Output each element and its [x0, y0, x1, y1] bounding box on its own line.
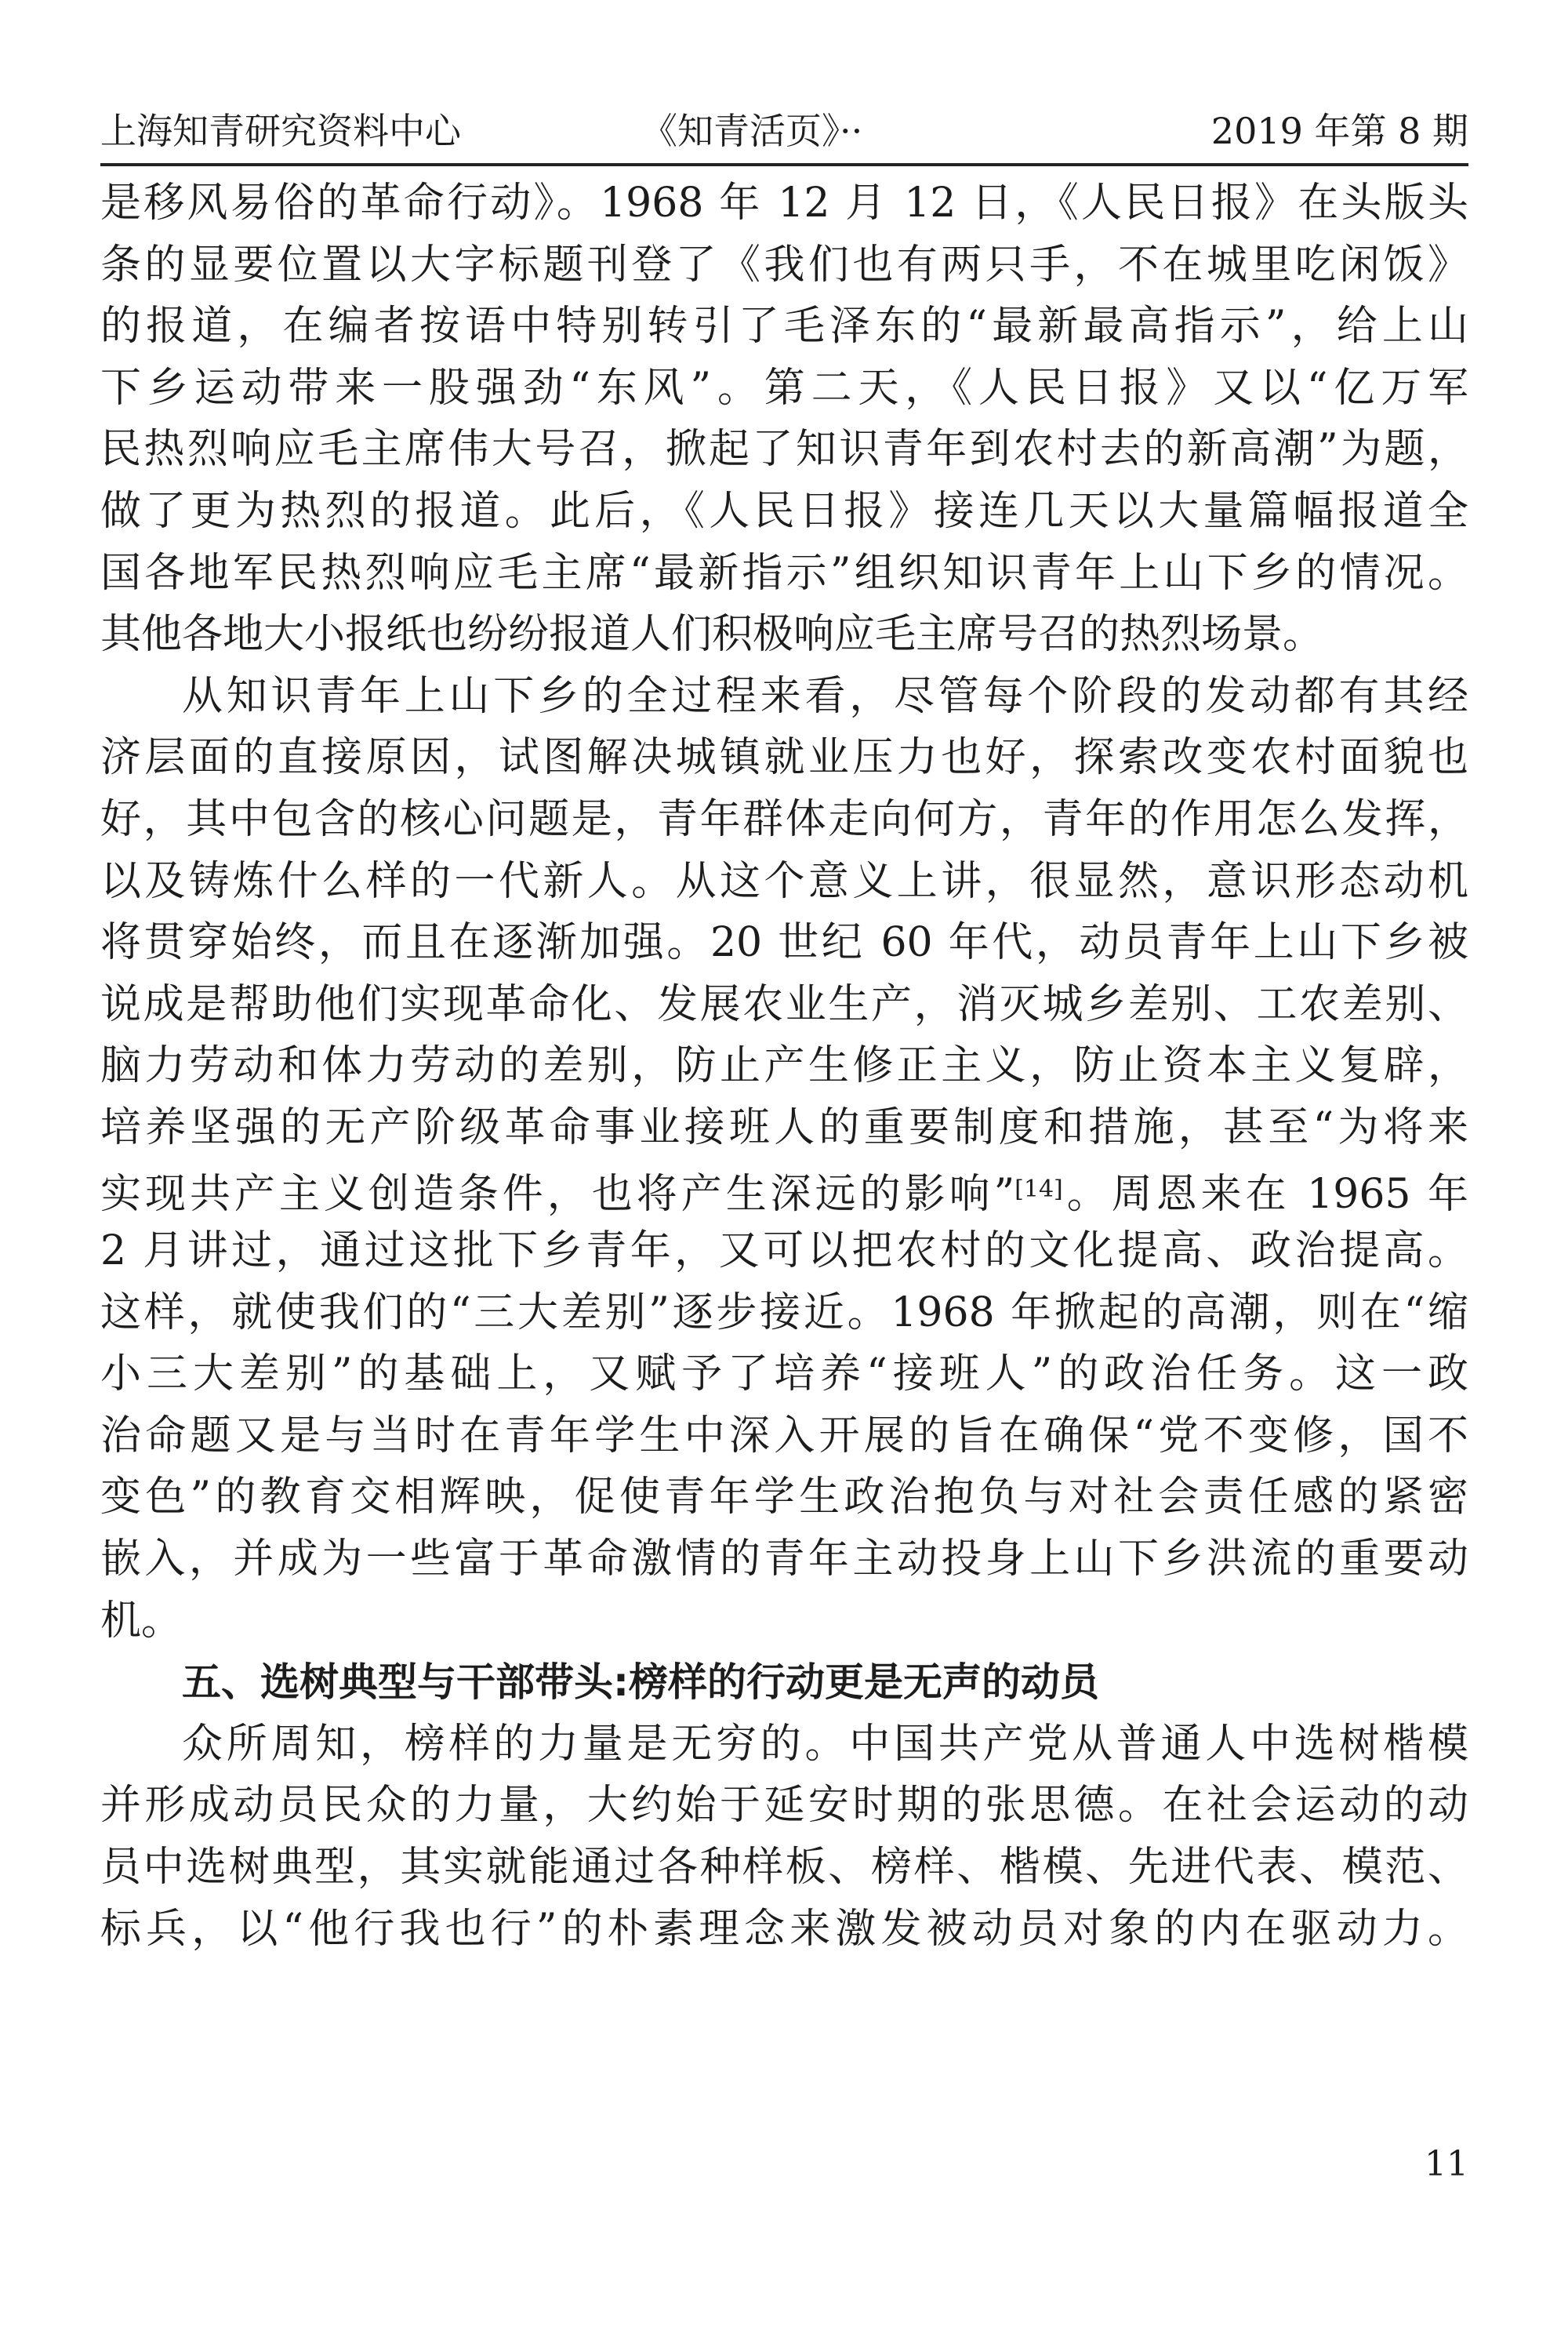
text-line: 嵌入，并成为一些富于革命激情的青年主动投身上山下乡洪流的重要动 — [100, 1536, 1468, 1583]
text-line: 小三大差别”的基础上，又赋予了培养“接班人”的政治任务。这一政 — [100, 1350, 1468, 1398]
text-segment: 。周恩来在 1965 年 — [1062, 1170, 1468, 1218]
text-line: 民热烈响应毛主席伟大号召，掀起了知识青年到农村去的新高潮”为题， — [100, 426, 1468, 474]
running-header — [100, 104, 1468, 158]
text-line: 机。 — [100, 1597, 183, 1645]
text-line-with-citation — [100, 1159, 1468, 1221]
citation-reference: [14] — [1014, 1175, 1063, 1203]
text-line: 条的显要位置以大字标题刊登了《我们也有两只手，不在城里吃闲饭》 — [100, 241, 1468, 289]
page-number: 11 — [1425, 2144, 1468, 2184]
text-line: 是移风易俗的革命行动》。1968 年 12 月 12 日，《人民日报》在头版头 — [100, 180, 1468, 227]
text-line: 2 月讲过，通过这批下乡青年，又可以把农村的文化提高、政治提高。 — [100, 1227, 1468, 1275]
text-line: 以及铸炼什么样的一代新人。从这个意义上讲，很显然，意识形态动机 — [100, 857, 1468, 905]
section-heading: 五、选树典型与干部带头:榜样的行动更是无声的动员 — [182, 1659, 1099, 1706]
text-line: 国各地军民热烈响应毛主席“最新指示”组织知识青年上山下乡的情况。 — [100, 549, 1468, 597]
header-organization: 上海知青研究资料中心 — [100, 110, 461, 152]
text-line: 变色”的教育交相辉映，促使青年学生政治抱负与对社会责任感的紧密 — [100, 1474, 1468, 1521]
header-publication-title: 《知青活页》·· — [641, 110, 863, 152]
text-line: 做了更为热烈的报道。此后，《人民日报》接连几天以大量篇幅报道全 — [100, 487, 1468, 535]
text-line: 并形成动员民众的力量，大约始于延安时期的张思德。在社会运动的动 — [100, 1782, 1468, 1830]
text-segment: 实现共产主义创造条件，也将产生深远的影响” — [100, 1170, 1015, 1218]
text-line: 脑力劳动和体力劳动的差别，防止产生修正主义，防止资本主义复辟， — [100, 1042, 1468, 1090]
paragraph-first-line: 从知识青年上山下乡的全过程来看，尽管每个阶段的发动都有其经 — [182, 672, 1468, 720]
text-line: 其他各地大小报纸也纷纷报道人们积极响应毛主席号召的热烈场景。 — [100, 611, 1324, 659]
text-line: 济层面的直接原因，试图解决城镇就业压力也好，探索改变农村面貌也 — [100, 734, 1468, 782]
text-line: 这样，就使我们的“三大差别”逐步接近。1968 年掀起的高潮，则在“缩 — [100, 1288, 1468, 1336]
text-line: 说成是帮助他们实现革命化、发展农业生产，消灭城乡差别、工农差别、 — [100, 980, 1468, 1028]
article-body — [100, 173, 1468, 1960]
paragraph-first-line: 众所周知，榜样的力量是无穷的。中国共产党从普通人中选树楷模 — [182, 1720, 1468, 1768]
text-line: 好，其中包含的核心问题是，青年群体走向何方，青年的作用怎么发挥， — [100, 795, 1468, 843]
text-line: 标兵，以“他行我也行”的朴素理念来激发被动员对象的内在驱动力。 — [100, 1905, 1468, 1953]
header-rule — [100, 163, 1468, 166]
text-line: 治命题又是与当时在青年学生中深入开展的旨在确保“党不变修，国不 — [100, 1412, 1468, 1459]
header-issue: 2019 年第 8 期 — [1210, 110, 1468, 152]
text-line: 员中选树典型，其实就能通过各种样板、榜样、楷模、先进代表、模范、 — [100, 1844, 1468, 1892]
text-line: 的报道，在编者按语中特别转引了毛泽东的“最新最高指示”，给上山 — [100, 303, 1468, 351]
text-line: 下乡运动带来一股强劲“东风”。第二天，《人民日报》又以“亿万军 — [100, 364, 1468, 412]
text-line: 培养坚强的无产阶级革命事业接班人的重要制度和措施，甚至“为将来 — [100, 1103, 1468, 1151]
text-line: 将贯穿始终，而且在逐渐加强。20 世纪 60 年代，动员青年上山下乡被 — [100, 919, 1468, 967]
